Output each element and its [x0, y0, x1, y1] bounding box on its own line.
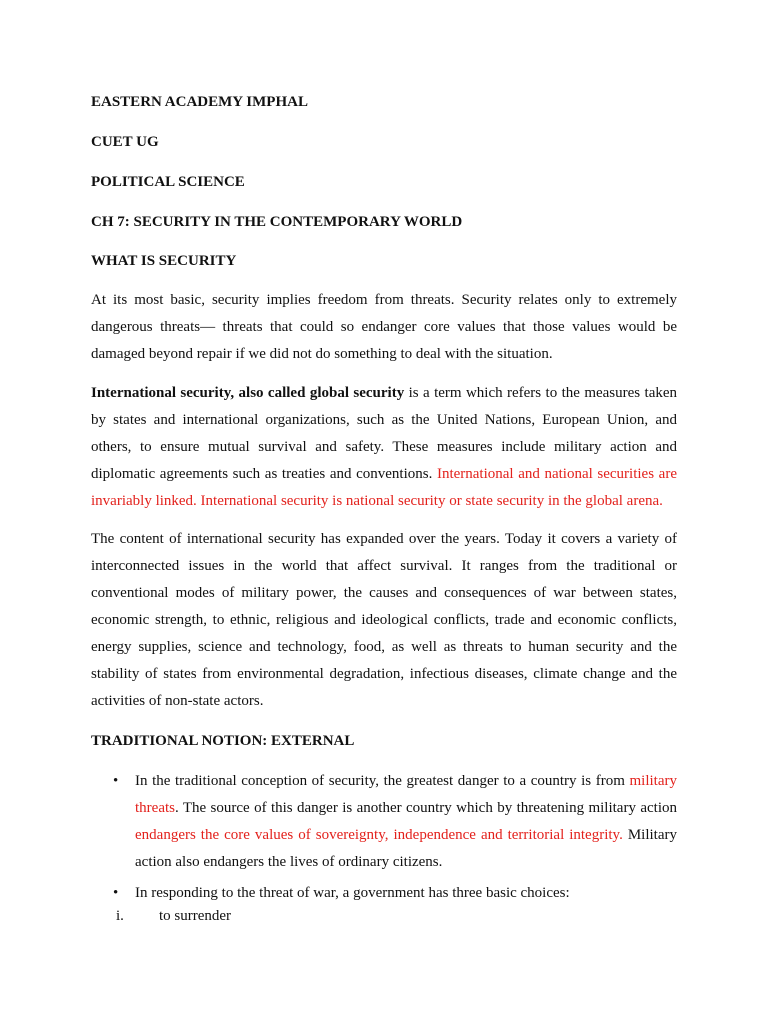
section-heading-traditional-notion: TRADITIONAL NOTION: EXTERNAL	[91, 733, 355, 749]
chapter-title: CH 7: SECURITY IN THE CONTEMPORARY WORLD	[91, 214, 463, 230]
bullet-text: Military action also endangers the lives of ordinary citizens.	[135, 827, 677, 870]
list-item	[91, 880, 677, 907]
list-item	[91, 768, 677, 876]
exam-name: CUET UG	[91, 134, 159, 150]
roman-item-text: to surrender	[159, 908, 232, 924]
section-heading-what-is-security: WHAT IS SECURITY	[91, 253, 237, 269]
bullet-list	[91, 768, 677, 907]
paragraph-text: is a term which refers to the measures taken by states and international organizations, such as the United Nations, European Union, and others, to ensure mutual survival and safety. These measures include military action and diplomatic agreements such as treaties and conventions.	[91, 385, 678, 482]
roman-numeral: i.	[116, 908, 124, 924]
bullet-text: In responding to the threat of war, a government has three basic choices:	[135, 885, 570, 901]
highlighted-text: military threats	[135, 773, 677, 816]
bullet-icon: •	[113, 885, 119, 901]
school-name: EASTERN ACADEMY IMPHAL	[91, 94, 308, 110]
bullet-text: . The source of this danger is another country which by threatening military action	[174, 800, 677, 816]
bold-term: International security, also called global security	[91, 385, 405, 401]
roman-list-item	[116, 906, 231, 926]
bullet-icon: •	[113, 773, 119, 789]
paragraph-international-security	[91, 380, 677, 515]
paragraph-content-of-security: The content of international security has expanded over the years. Today it covers a variety of interconnected issues in the world that affect survival. It ranges from the traditional or conventional modes of military power, the causes and consequences of war between states, economic strength, to ethnic, religious and ideological conflicts, trade and economic conflicts, energy supplies, science and technology, food, as well as threats to human security and the stability of states from environmental degradation, infectious diseases, climate change and the activities of non-state actors.	[91, 531, 677, 709]
bullet-text: In the traditional conception of security, the greatest danger to a country is from	[135, 773, 630, 789]
subject-name: POLITICAL SCIENCE	[91, 174, 245, 190]
paragraph-security-definition: At its most basic, security implies freedom from threats. Security relates only to extremely dangerous threats— threats that could so endanger core values that those values would be damaged beyond repair if we did not do something to deal with the situation.	[91, 292, 677, 362]
highlighted-text: International and national securities are invariably linked. International security is national security or state security in the global arena.	[91, 466, 677, 509]
highlighted-text: endangers the core values of sovereignty, independence and territorial integrity.	[135, 827, 623, 843]
